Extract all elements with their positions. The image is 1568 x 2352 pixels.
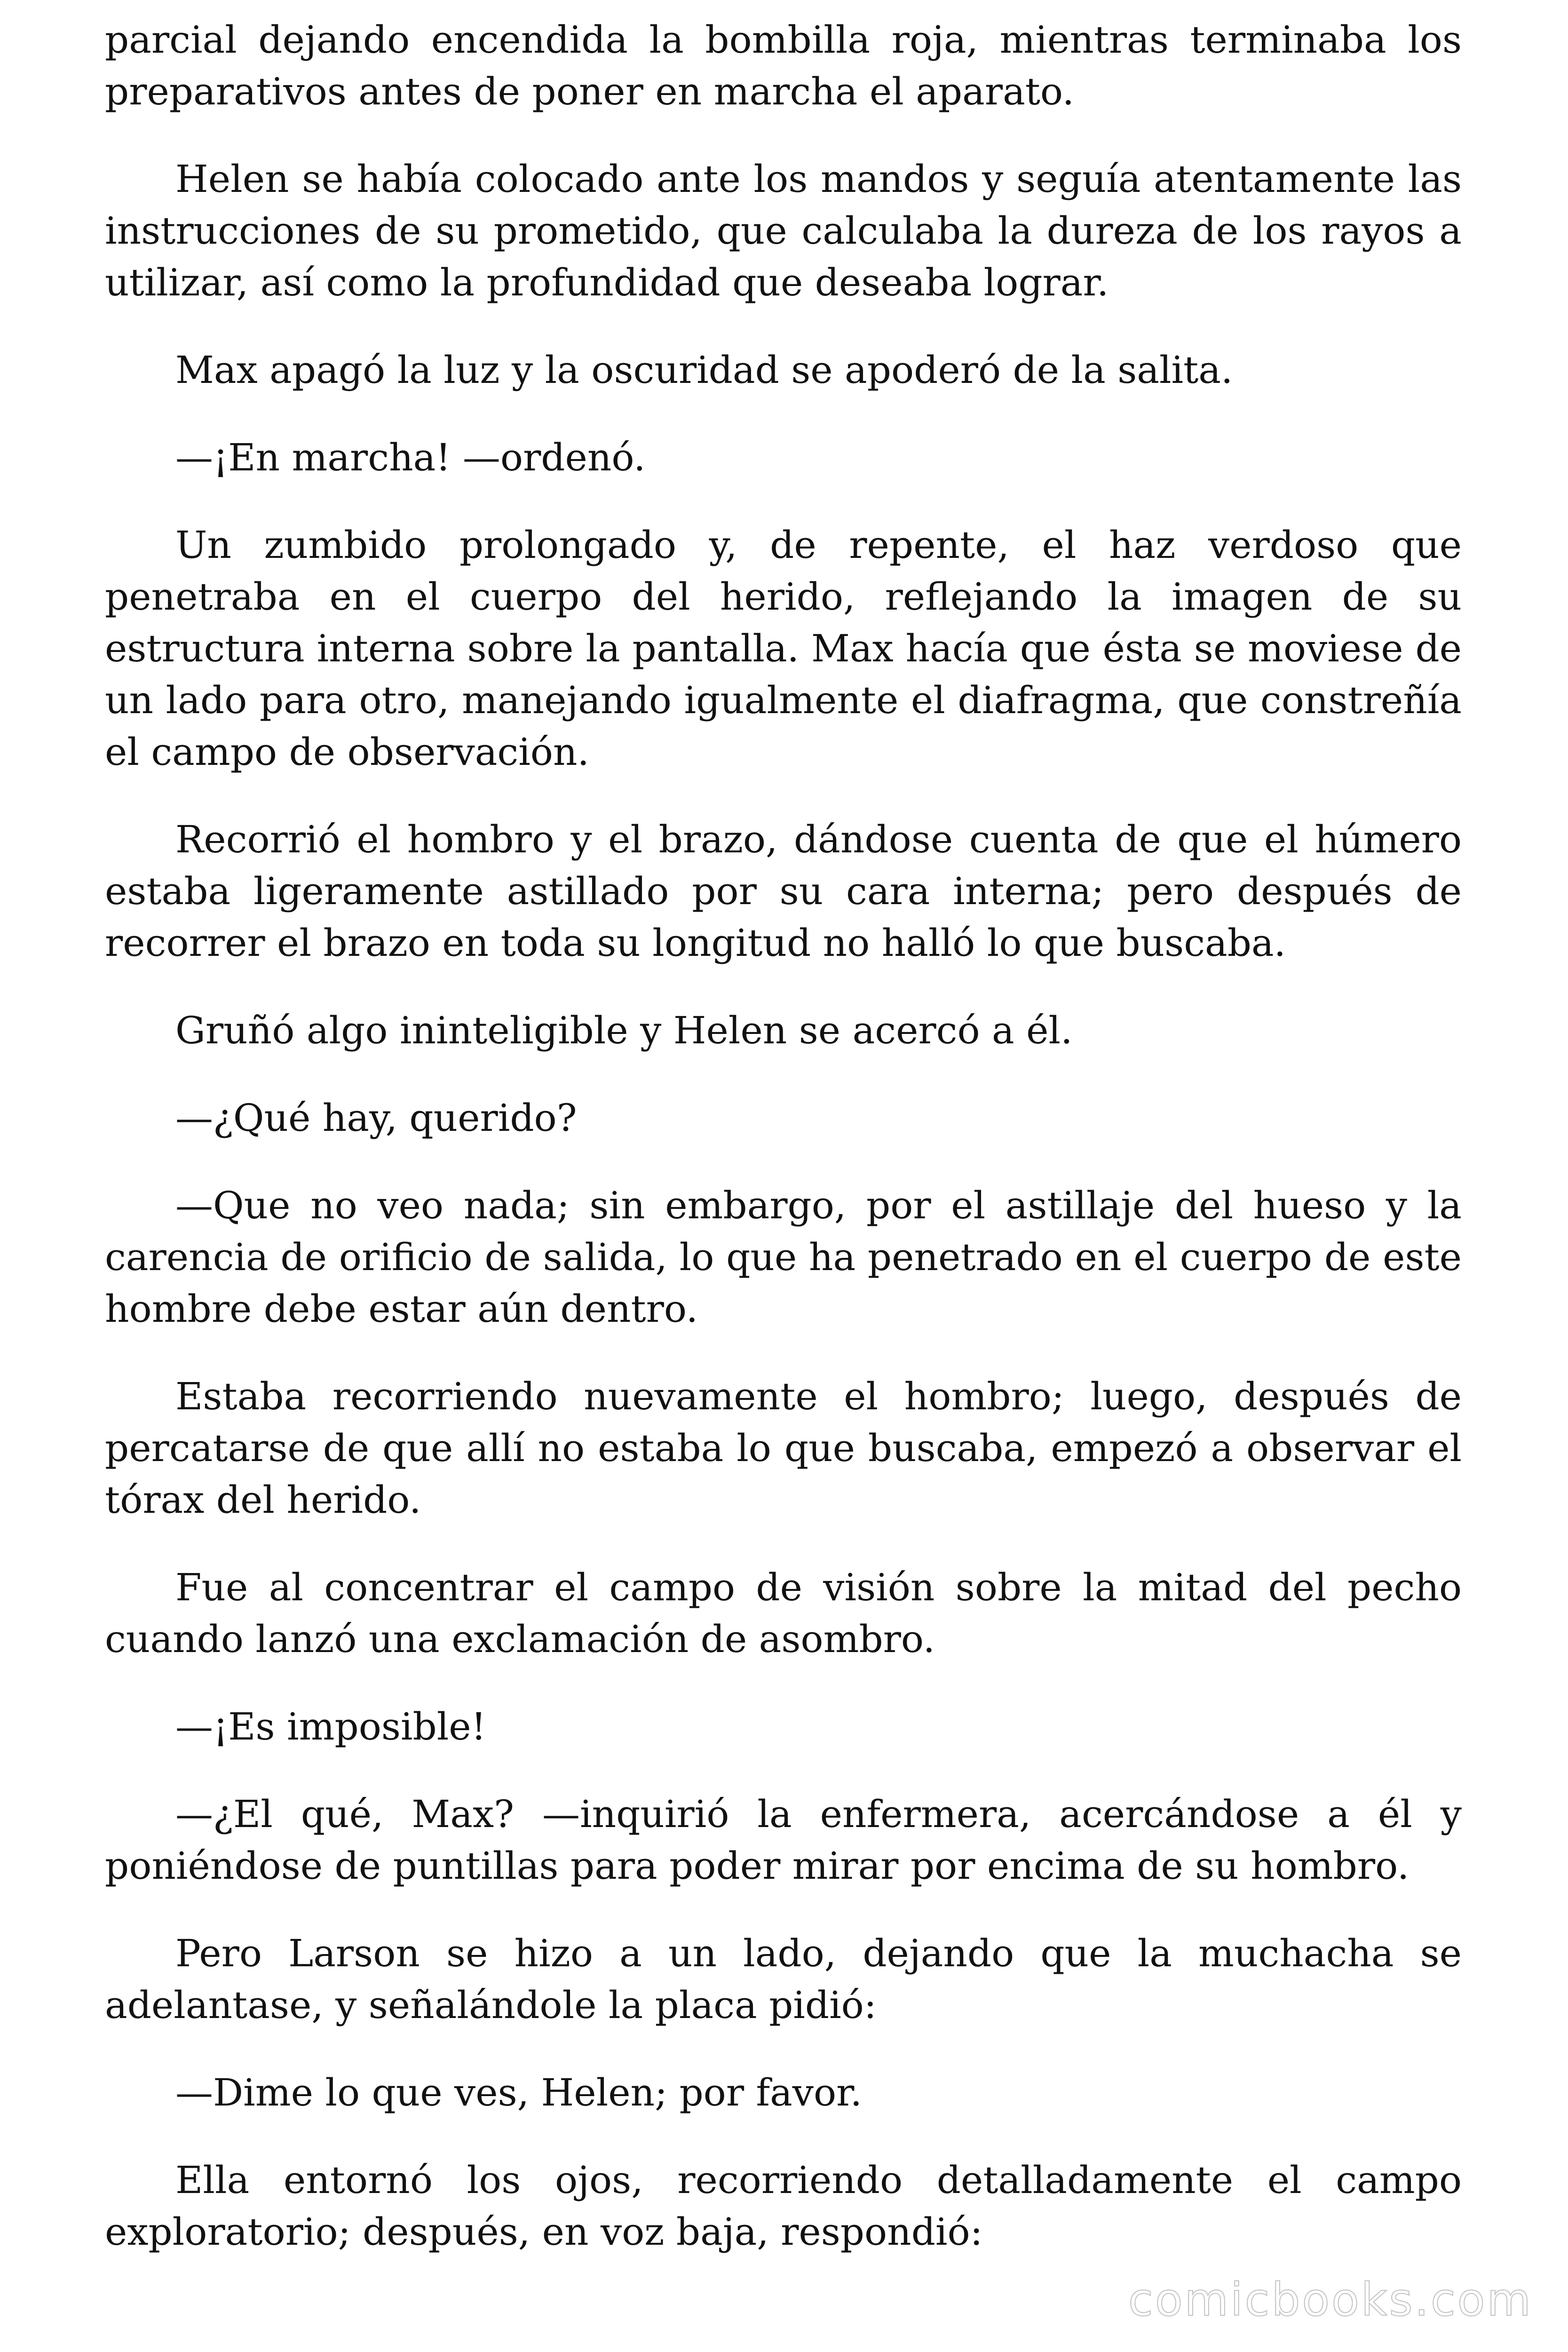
paragraph-10: Estaba recorriendo nuevamente el hombro; luego, después de percatarse de que allí no estaba lo que buscaba, empezó a observar el tórax del herido. [105,1375,1462,1522]
watermark: comicbooks.com [1128,2273,1533,2326]
paragraph-13: —¿El qué, Max? —inquirió la enfermera, acercándose a él y poniéndose de puntillas para poder mirar por encima de su hombro. [105,1792,1462,1888]
paragraph-3: Max apagó la luz y la oscuridad se apoderó de la salita. [175,348,1233,392]
paragraph-2: Helen se había colocado ante los mandos y seguía atentamente las instrucciones de su prometido, que calculaba la dureza de los rayos a utilizar, así como la profundidad que deseaba lograr. [105,157,1462,304]
paragraph-6: Recorrió el hombro y el brazo, dándose cuenta de que el húmero estaba ligeramente astillado por su cara interna; pero después de recorrer el brazo en toda su longitud no halló lo que buscaba. [105,818,1462,965]
paragraph-16: Ella entornó los ojos, recorriendo detalladamente el campo exploratorio; después, en voz baja, respondió: [105,2158,1462,2254]
paragraph-11: Fue al concentrar el campo de visión sobre la mitad del pecho cuando lanzó una exclamación de asombro. [105,1565,1462,1661]
paragraph-4: —¡En marcha! —ordenó. [175,436,646,479]
paragraph-15: —Dime lo que ves, Helen; por favor. [175,2071,863,2114]
paragraph-9: —Que no veo nada; sin embargo, por el astillaje del hueso y la carencia de orificio de salida, lo que ha penetrado en el cuerpo de este hombre debe estar aún dentro. [105,1184,1462,1331]
paragraph-7: Gruñó algo ininteligible y Helen se acercó a él. [175,1009,1073,1052]
paragraph-14: Pero Larson se hizo a un lado, dejando que la muchacha se adelantase, y señalándole la placa pidió: [105,1931,1462,2027]
paragraph-5: Un zumbido prolongado y, de repente, el haz verdoso que penetraba en el cuerpo del herido, reflejando la imagen de su estructura interna sobre la pantalla. Max hacía que ésta se moviese de un lado para otro, manejando igualmente el diafragma, que constreñía el campo de observación. [105,523,1462,774]
paragraph-12: —¡Es imposible! [175,1705,486,1748]
paragraph-1: parcial dejando encendida la bombilla roja, mientras terminaba los preparativos antes de poner en marcha el aparato. [105,18,1462,113]
document-page [105,14,1462,2294]
paragraph-8: —¿Qué hay, querido? [175,1096,577,1140]
